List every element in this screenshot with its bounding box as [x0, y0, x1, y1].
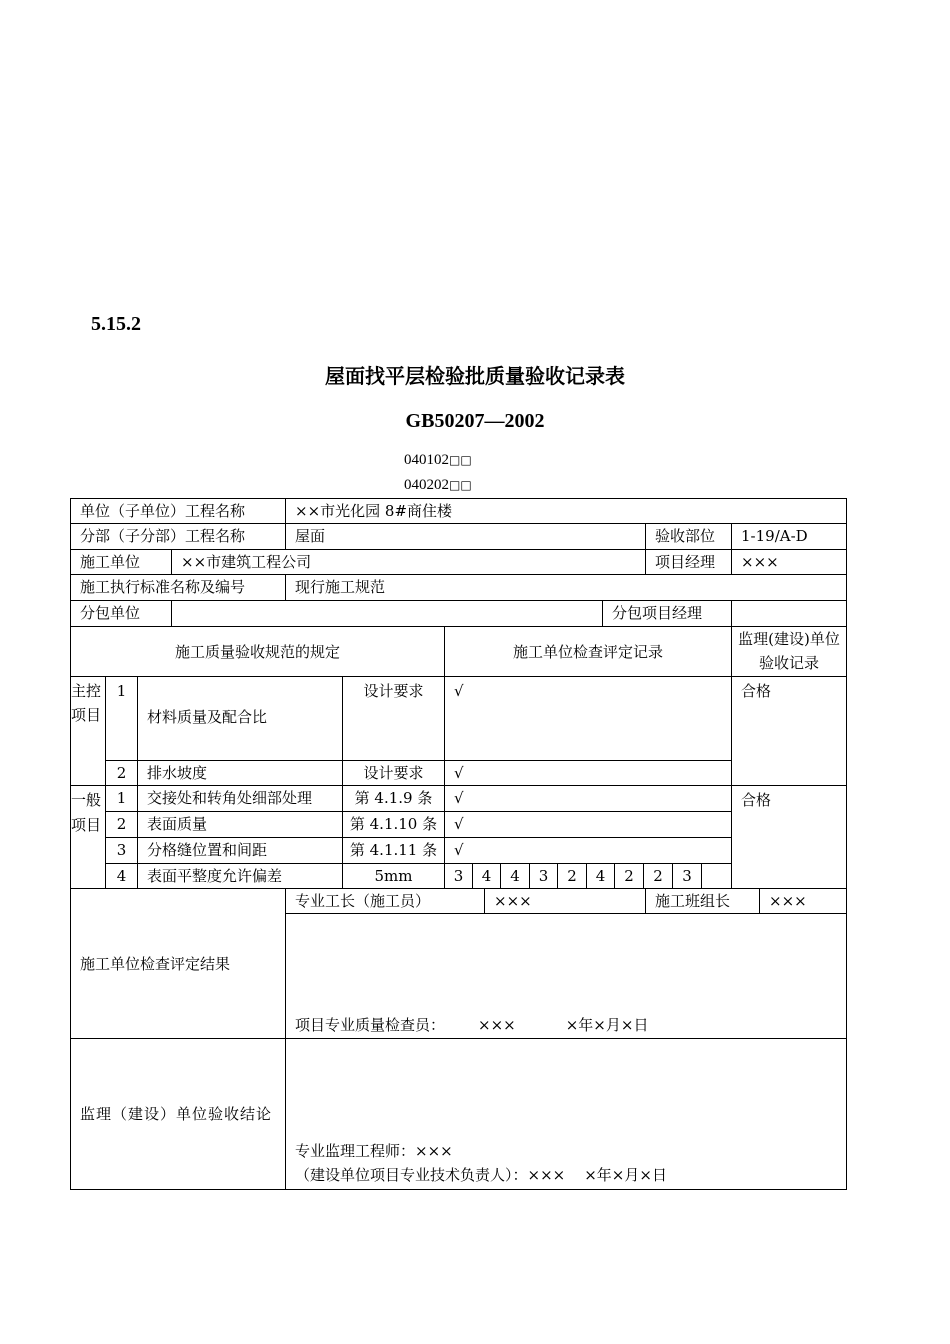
measurement-cell: 4 [472, 863, 501, 889]
inspector-signature-area [285, 913, 847, 1039]
owner-label: （建设单位项目专业技术负责人）： [295, 1166, 528, 1184]
main-items-result: 合格 [731, 676, 847, 786]
engineer-label: 专业监理工程师： [295, 1142, 416, 1160]
subcontractor-value [171, 600, 603, 627]
unit-project-label: 单位（子单位）工程名称 [70, 498, 286, 524]
supervision-date: ×年×月×日 [584, 1166, 667, 1184]
inspector-label: 项目专业质量检查员： [295, 1016, 446, 1034]
acceptance-part-value: 1-19/A-D [731, 523, 847, 550]
sub-pm-value [731, 600, 847, 627]
general-item-2-req: 第 4.1.10 条 [342, 811, 445, 838]
general-item-2-record: √ [444, 811, 732, 838]
contractor-value: ××市建筑工程公司 [171, 549, 646, 575]
engineer-line [295, 1139, 846, 1163]
spec-column-heading: 施工质量验收规范的规定 [70, 626, 445, 677]
general-item-2-name: 表面质量 [137, 811, 343, 838]
measurement-cell: 2 [557, 863, 587, 889]
main-item-2-req: 设计要求 [342, 760, 445, 786]
section-number: 5.15.2 [91, 313, 141, 335]
general-item-1-req: 第 4.1.9 条 [342, 785, 445, 812]
supervision-column-heading: 监理(建设)单位验收记录 [731, 626, 847, 677]
measurement-cell: 3 [672, 863, 702, 889]
general-items-label: 一般项目 [70, 785, 106, 889]
measurement-cell: 2 [643, 863, 673, 889]
standard-value: 现行施工规范 [285, 574, 847, 601]
owner-value: ××× [527, 1166, 566, 1184]
form-title: 屋面找平层检验批质量验收记录表 [325, 364, 625, 388]
form-code-1 [404, 452, 472, 469]
general-item-1-record: √ [444, 785, 732, 812]
check-column-heading: 施工单位检查评定记录 [444, 626, 732, 677]
inspector-value: ××× [478, 1016, 516, 1034]
contractor-label: 施工单位 [70, 549, 172, 575]
main-item-2-record: √ [444, 760, 732, 786]
general-item-4-no: 4 [105, 863, 138, 889]
measurement-cell [701, 863, 732, 889]
standard-label: 施工执行标准名称及编号 [70, 574, 286, 601]
main-item-2-name: 排水坡度 [137, 760, 343, 786]
team-leader-value: ××× [759, 888, 847, 914]
main-item-2-no: 2 [105, 760, 138, 786]
general-item-3-name: 分格缝位置和间距 [137, 837, 343, 864]
form-code-2 [404, 477, 472, 494]
checkbox-glyphs: □□ [449, 453, 472, 467]
measurement-cell: 4 [500, 863, 530, 889]
sub-project-value: 屋面 [285, 523, 646, 550]
foreman-value: ××× [484, 888, 646, 914]
general-item-3-record: √ [444, 837, 732, 864]
main-item-1-no: 1 [105, 676, 138, 761]
main-item-1-req: 设计要求 [342, 676, 445, 761]
foreman-label: 专业工长（施工员） [285, 888, 485, 914]
owner-line [295, 1163, 846, 1187]
measurement-cell: 3 [444, 863, 473, 889]
measurement-cell: 4 [586, 863, 615, 889]
general-item-1-name: 交接处和转角处细部处理 [137, 785, 343, 812]
acceptance-record-table [70, 498, 847, 1190]
project-manager-value: ××× [731, 549, 847, 575]
form-code-value: 040102 [404, 452, 449, 468]
team-leader-label: 施工班组长 [645, 888, 760, 914]
general-item-3-req: 第 4.1.11 条 [342, 837, 445, 864]
standard-number: GB50207—2002 [405, 410, 545, 432]
engineer-value: ××× [415, 1142, 453, 1160]
measurement-cell: 2 [614, 863, 644, 889]
general-items-result: 合格 [731, 785, 847, 889]
form-code-value: 040202 [404, 477, 449, 493]
inspection-date: ×年×月×日 [565, 1016, 649, 1034]
contractor-result-label: 施工单位检查评定结果 [70, 888, 286, 1039]
project-manager-label: 项目经理 [645, 549, 732, 575]
supervision-result-label: 监理（建设）单位验收结论 [70, 1038, 286, 1190]
sub-pm-label: 分包项目经理 [602, 600, 732, 627]
general-item-1-no: 1 [105, 785, 138, 812]
supervision-signature-area [285, 1038, 847, 1190]
main-item-1-name: 材料质量及配合比 [137, 676, 343, 761]
checkbox-glyphs: □□ [449, 478, 472, 492]
general-item-4-req: 5mm [342, 863, 445, 889]
measurement-cell: 3 [529, 863, 558, 889]
subcontractor-label: 分包单位 [70, 600, 172, 627]
general-item-4-name: 表面平整度允许偏差 [137, 863, 343, 889]
unit-project-value: ××市光化园 8#商住楼 [285, 498, 847, 524]
general-item-3-no: 3 [105, 837, 138, 864]
main-items-label: 主控项目 [70, 676, 106, 786]
acceptance-part-label: 验收部位 [645, 523, 732, 550]
main-item-1-record: √ [444, 676, 732, 761]
general-item-2-no: 2 [105, 811, 138, 838]
sub-project-label: 分部（子分部）工程名称 [70, 523, 286, 550]
